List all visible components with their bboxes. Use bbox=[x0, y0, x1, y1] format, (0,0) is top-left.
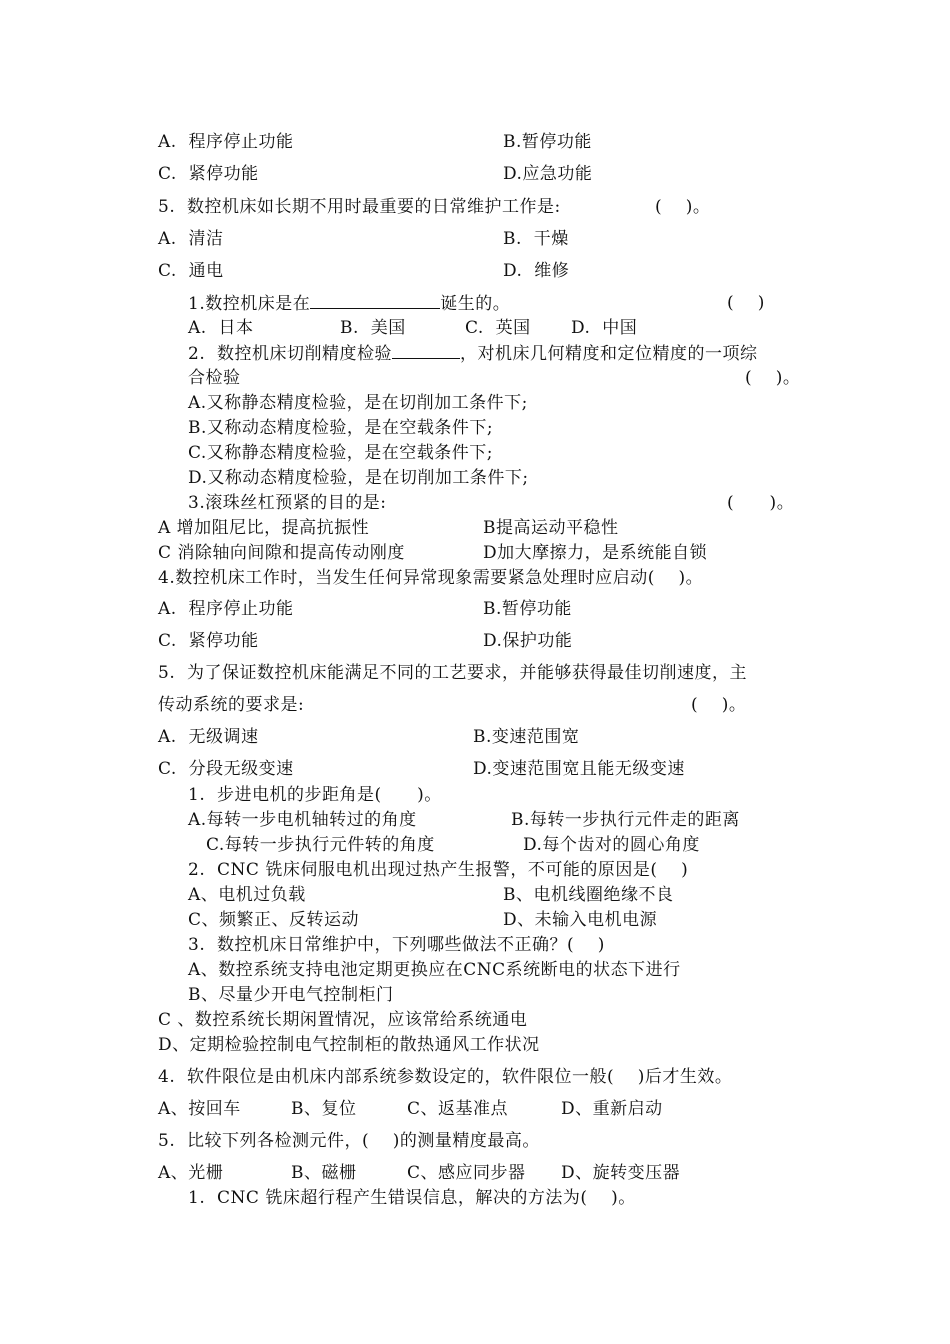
question-text: 1. 步进电机的步距角是( )。 bbox=[188, 785, 442, 805]
option-c: C. 英国 bbox=[465, 318, 531, 338]
option-a: A.每转一步电机轴转过的角度 bbox=[188, 810, 417, 830]
fill-blank bbox=[310, 292, 440, 309]
option-b: B.变速范围宽 bbox=[473, 727, 580, 747]
question-text-part: 2. 数控机床切削精度检验 bbox=[188, 344, 393, 364]
option-b: B、电机线圈绝缘不良 bbox=[503, 885, 674, 905]
option-a: A 增加阻尼比，提高抗振性 bbox=[158, 518, 370, 538]
option-d: D.又称动态精度检验，是在切削加工条件下; bbox=[188, 468, 529, 488]
option-c: C、感应同步器 bbox=[407, 1163, 526, 1183]
option-c: C.又称静态精度检验，是在空载条件下; bbox=[188, 443, 494, 463]
answer-bracket: ( )。 bbox=[745, 368, 801, 388]
fill-blank bbox=[392, 342, 460, 359]
option-c: C. 分段无级变速 bbox=[158, 759, 294, 779]
option-d: D. 中国 bbox=[571, 318, 638, 338]
option-b: B.暂停功能 bbox=[503, 132, 592, 152]
option-c: C、返基准点 bbox=[407, 1099, 509, 1119]
question-text-part: ，对机床几何精度和定位精度的一项综 bbox=[460, 344, 758, 364]
question-text: 3. 数控机床日常维护中，下列哪些做法不正确？( ) bbox=[188, 935, 605, 955]
question-text: 5. 比较下列各检测元件，( )的测量精度最高。 bbox=[158, 1131, 540, 1151]
option-b: B提高运动平稳性 bbox=[483, 518, 619, 538]
answer-bracket: ( ) bbox=[727, 293, 765, 313]
option-d: D.每个齿对的圆心角度 bbox=[523, 835, 700, 855]
answer-bracket: ( )。 bbox=[727, 493, 795, 513]
option-a: A、数控系统支持电池定期更换应在CNC系统断电的状态下进行 bbox=[188, 960, 681, 980]
question-text: 4. 软件限位是由机床内部系统参数设定的，软件限位一般( )后才生效。 bbox=[158, 1067, 733, 1087]
option-b: B、尽量少开电气控制柜门 bbox=[188, 985, 394, 1005]
option-d: D、未输入电机电源 bbox=[503, 910, 658, 930]
option-a: A. 程序停止功能 bbox=[158, 132, 294, 152]
question-text: 合检验 bbox=[188, 368, 241, 388]
option-b: B、复位 bbox=[291, 1099, 357, 1119]
option-d: D.保护功能 bbox=[483, 631, 573, 651]
option-a: A. 无级调速 bbox=[158, 727, 259, 747]
option-b: B.又称动态精度检验，是在空载条件下; bbox=[188, 418, 494, 438]
option-a: A. 日本 bbox=[188, 318, 254, 338]
question-text-part: 1.数控机床是在 bbox=[188, 294, 311, 314]
question-text: 3.滚珠丝杠预紧的目的是: bbox=[188, 493, 387, 513]
option-a: A. 清洁 bbox=[158, 229, 224, 249]
option-a: A、按回车 bbox=[158, 1099, 241, 1119]
option-b: B.每转一步执行元件走的距离 bbox=[511, 810, 740, 830]
option-c: C、频繁正、反转运动 bbox=[188, 910, 360, 930]
option-d: D. 维修 bbox=[503, 261, 570, 281]
option-c: C. 通电 bbox=[158, 261, 224, 281]
option-c: C 、数控系统长期闲置情况，应该常给系统通电 bbox=[158, 1010, 528, 1030]
option-d: D、重新启动 bbox=[561, 1099, 663, 1119]
question-text: 5. 为了保证数控机床能满足不同的工艺要求，并能够获得最佳切削速度，主 bbox=[158, 663, 748, 683]
question-text: 5. 数控机床如长期不用时最重要的日常维护工作是: bbox=[158, 197, 561, 217]
option-c: C.每转一步执行元件转的角度 bbox=[206, 835, 435, 855]
question-text-part: 诞生的。 bbox=[440, 294, 511, 314]
option-c: C. 紧停功能 bbox=[158, 164, 259, 184]
option-d: D.变速范围宽且能无级变速 bbox=[473, 759, 685, 779]
option-b: B. 干燥 bbox=[503, 229, 569, 249]
option-b: B.暂停功能 bbox=[483, 599, 572, 619]
option-b: B、磁栅 bbox=[291, 1163, 357, 1183]
option-a: A、电机过负载 bbox=[188, 885, 306, 905]
option-a: A. 程序停止功能 bbox=[158, 599, 294, 619]
question-text: 传动系统的要求是: bbox=[158, 695, 305, 715]
option-a: A、光栅 bbox=[158, 1163, 224, 1183]
answer-bracket: ( )。 bbox=[691, 695, 747, 715]
question-text: 1. CNC 铣床超行程产生错误信息，解决的方法为( )。 bbox=[188, 1188, 636, 1208]
option-c: C 消除轴向间隙和提高传动刚度 bbox=[158, 543, 405, 563]
option-d: D、定期检验控制电气控制柜的散热通风工作状况 bbox=[158, 1035, 540, 1055]
option-d: D、旋转变压器 bbox=[561, 1163, 681, 1183]
option-c: C. 紧停功能 bbox=[158, 631, 259, 651]
question-text bbox=[188, 292, 510, 315]
question-text: 4.数控机床工作时，当发生任何异常现象需要紧急处理时应启动( )。 bbox=[158, 568, 704, 588]
option-a: A.又称静态精度检验，是在切削加工条件下; bbox=[188, 393, 528, 413]
option-b: B. 美国 bbox=[340, 318, 406, 338]
answer-bracket: ( )。 bbox=[655, 197, 711, 217]
option-d: D.应急功能 bbox=[503, 164, 593, 184]
option-d: D加大摩擦力，是系统能自锁 bbox=[483, 543, 708, 563]
question-text bbox=[188, 342, 758, 365]
question-text: 2. CNC 铣床伺服电机出现过热产生报警，不可能的原因是( ) bbox=[188, 860, 689, 880]
